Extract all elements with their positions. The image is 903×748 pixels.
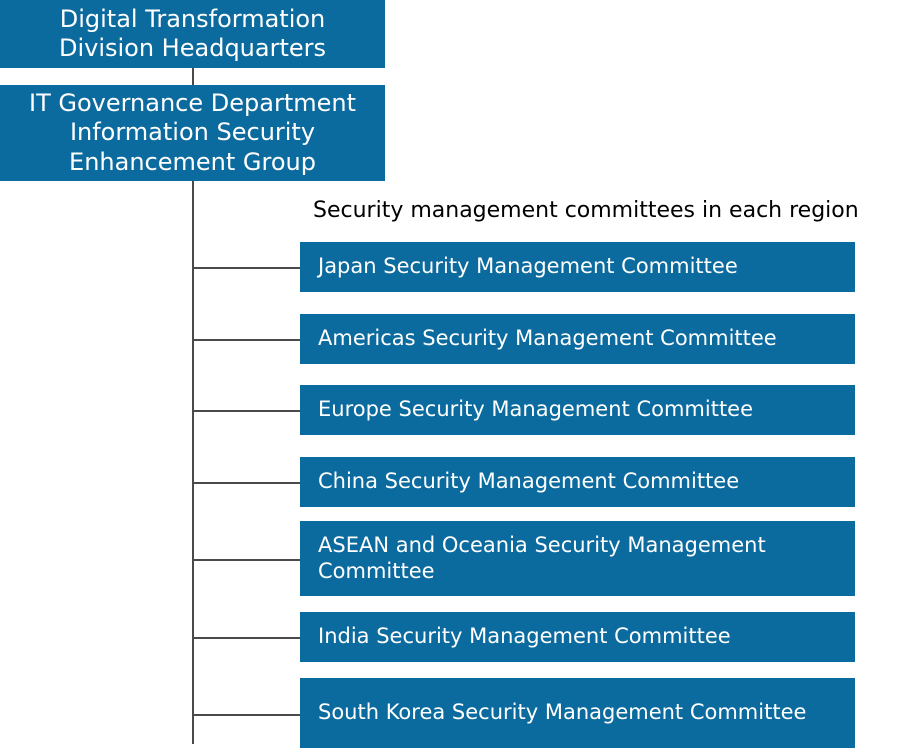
node-line: Enhancement Group <box>69 147 316 176</box>
committee-label: China Security Management Committee <box>318 469 740 494</box>
connector-vertical-trunk <box>192 181 194 744</box>
node-line: IT Governance Department <box>28 89 356 118</box>
node-committee-asean-oceania <box>300 521 855 596</box>
node-committee-south-korea <box>300 678 855 748</box>
node-committee-india <box>300 612 855 662</box>
committee-label: Americas Security Management Committee <box>318 326 777 351</box>
node-committee-china <box>300 457 855 507</box>
connector-branch <box>192 339 300 341</box>
node-division-headquarters <box>0 0 385 68</box>
connector-branch <box>192 637 300 639</box>
committee-label: Europe Security Management Committee <box>318 397 754 422</box>
connector-top-to-department <box>192 68 194 85</box>
committee-label: South Korea Security Management Committee <box>318 700 807 725</box>
section-label-regional-committees: Security management committees in each region <box>313 198 859 223</box>
node-line: Division Headquarters <box>58 34 327 62</box>
node-it-governance-department <box>0 85 385 181</box>
committee-label: India Security Management Committee <box>318 624 731 649</box>
node-committee-americas <box>300 314 855 364</box>
connector-branch <box>192 559 300 561</box>
connector-branch <box>192 482 300 484</box>
node-committee-europe <box>300 385 855 435</box>
committee-label: ASEAN and Oceania Security Management Committee <box>318 532 766 583</box>
node-line: Information Security <box>69 118 316 147</box>
node-line: Digital Transformation <box>59 4 326 33</box>
connector-branch <box>192 267 300 269</box>
connector-branch <box>192 410 300 412</box>
committee-label: Japan Security Management Committee <box>318 254 738 279</box>
node-committee-japan <box>300 242 855 292</box>
connector-branch <box>192 714 300 716</box>
